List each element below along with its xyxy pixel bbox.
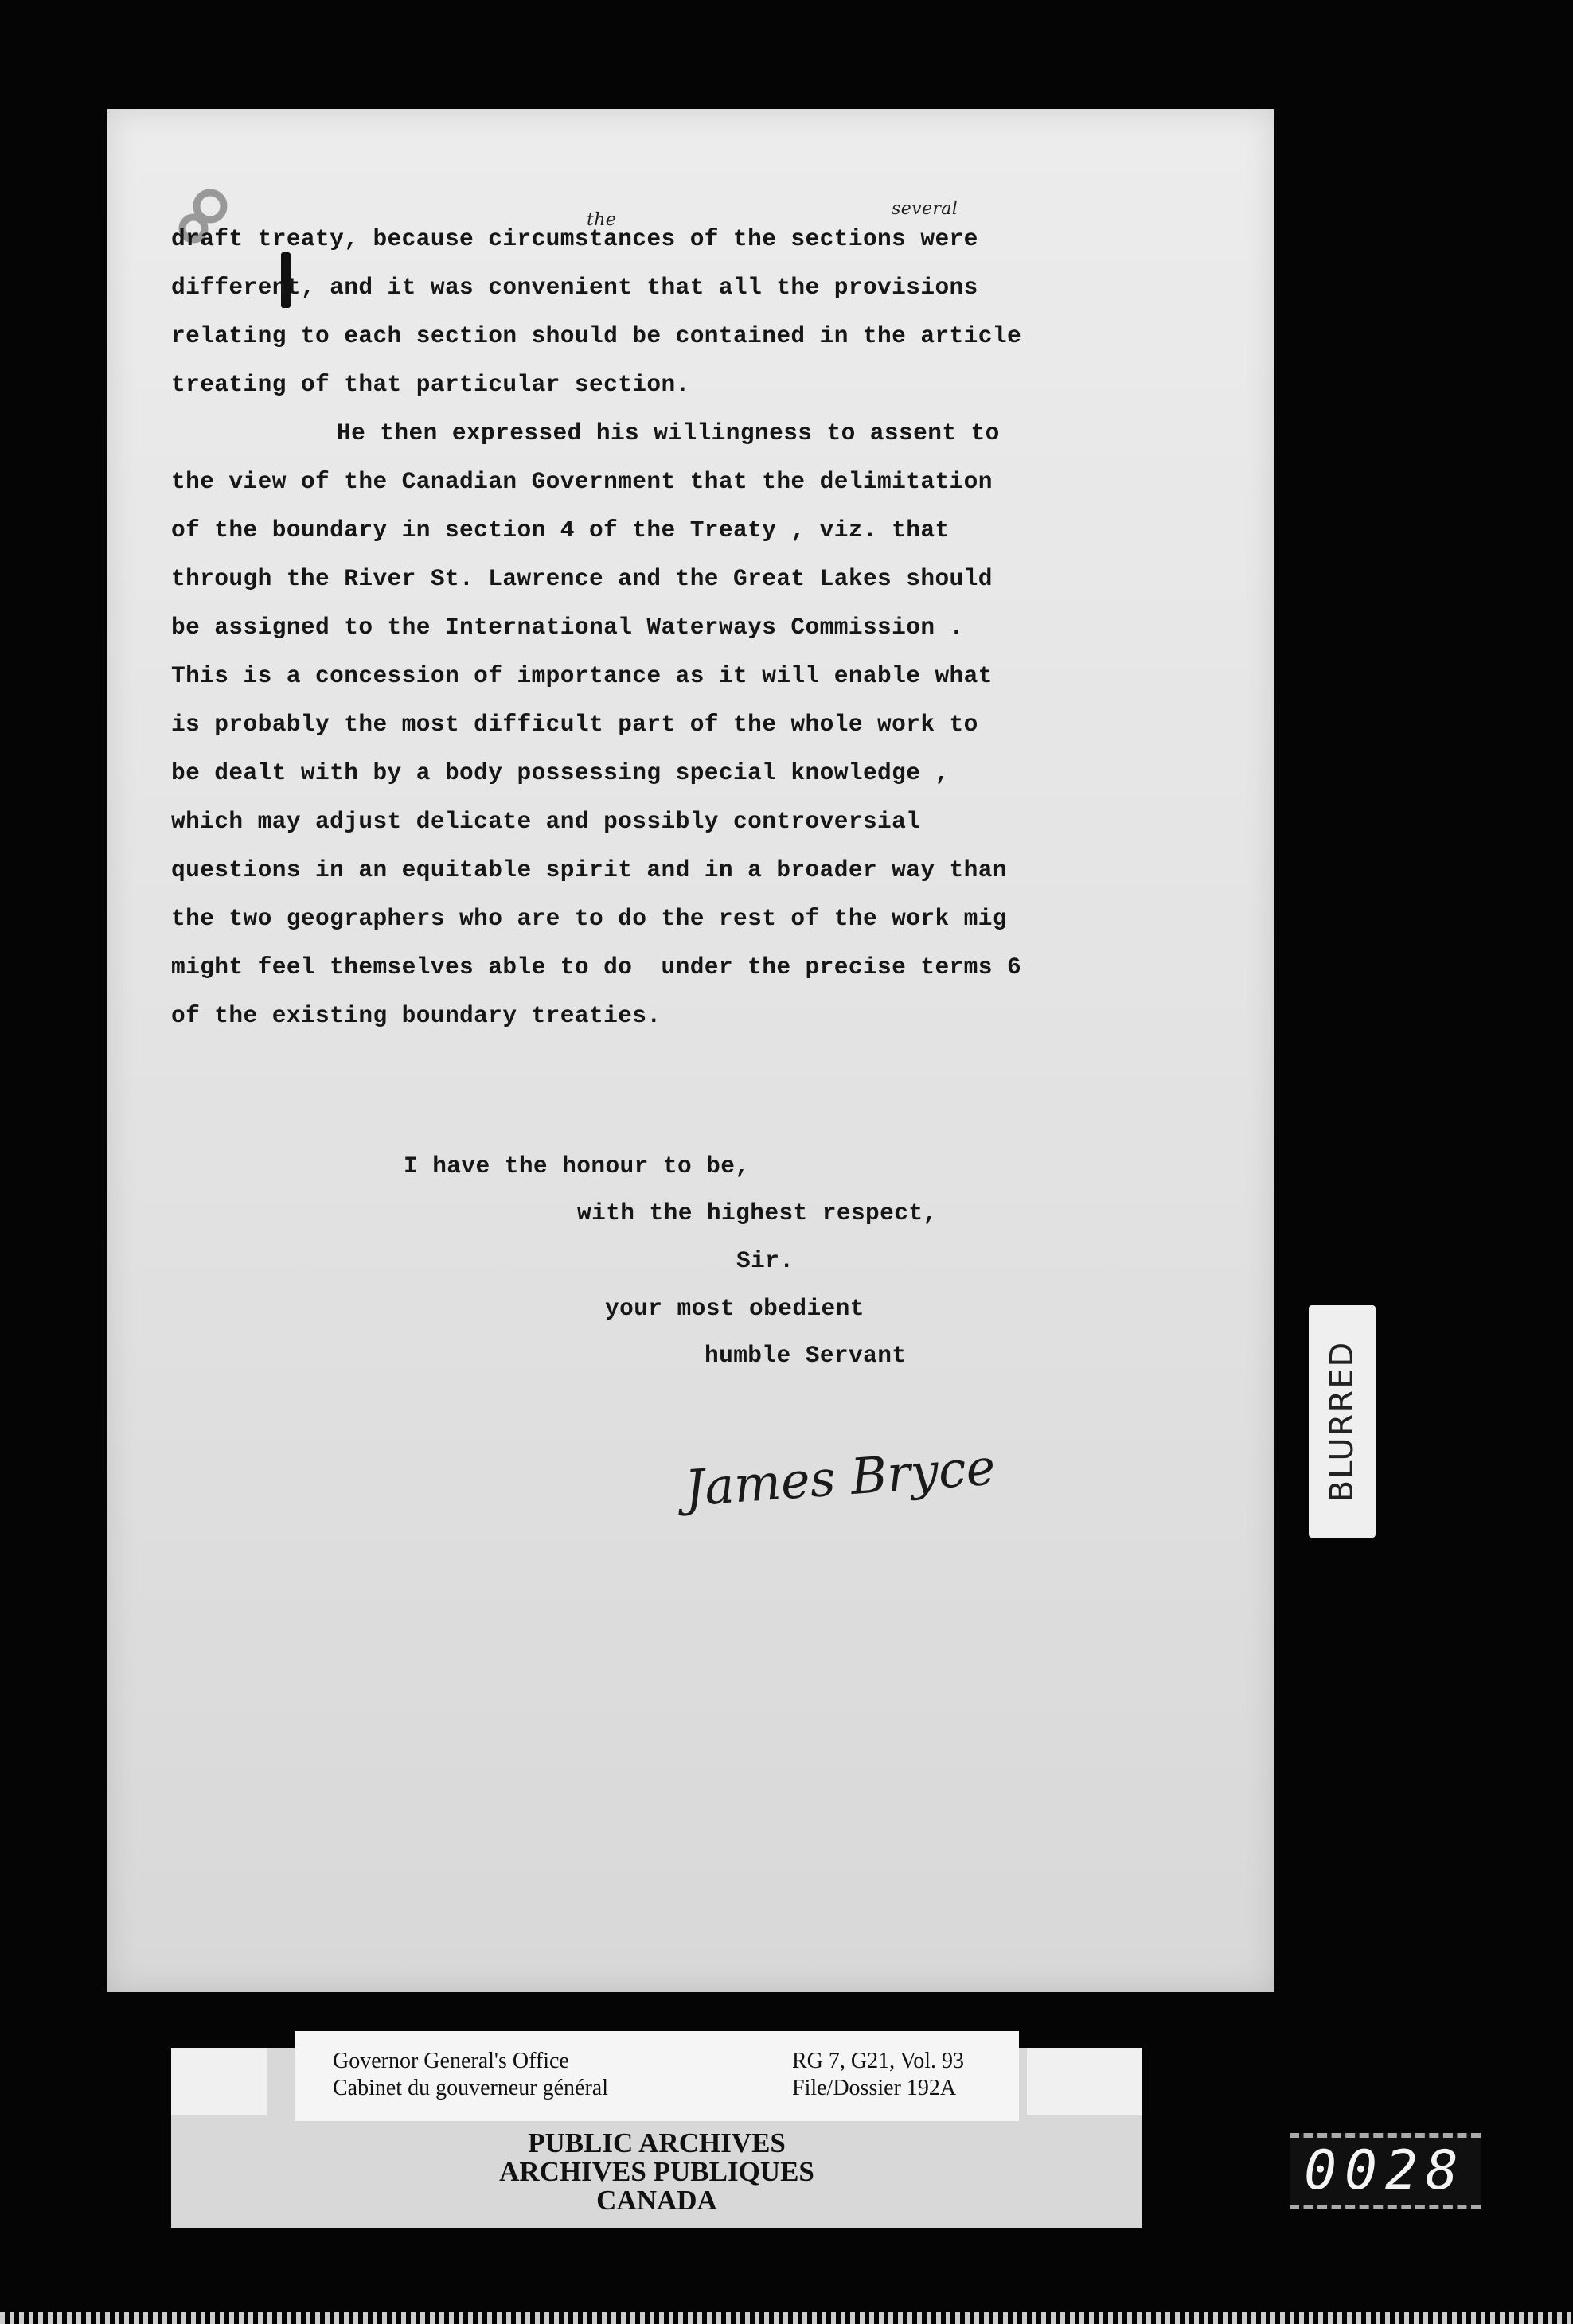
office-french: Cabinet du gouverneur général [333,2076,608,2100]
frame-number: 0028 [1290,2133,1481,2209]
blurred-tag-label: BLURRED [1324,1340,1360,1503]
letter-line-3: relating to each section should be contained in the article [171,322,1022,349]
signature: James Bryce [682,1437,997,1518]
archives-line-1: PUBLIC ARCHIVES [528,2127,786,2158]
letter-line-11: is probably the most difficult part of the whole work to [171,711,978,738]
archives-stamp [171,2129,1142,2215]
file-number: File/Dossier 192A [792,2076,957,2100]
record-group: RG 7, G21, Vol. 93 [792,2049,965,2073]
letter-line-8: through the River St. Lawrence and the Great Lakes should [171,565,993,592]
archive-label [295,2031,1019,2121]
letter-line-5: He then expressed his willingness to assent to [337,419,1000,446]
closing-line-5: humble Servant [705,1342,907,1369]
letter-body [171,199,1158,1369]
closing-line-1: I have the honour to be, [404,1152,750,1180]
handwritten-the: the [587,210,617,230]
office-english: Governor General's Office [333,2049,569,2073]
card-tab-left [171,2048,267,2115]
letter-line-9: be assigned to the International Waterways Commission . [171,614,964,641]
letter-line-10: This is a concession of importance as it will enable what [171,662,993,689]
letter-line-2: different, and it was convenient that all the provisions [171,274,978,301]
letter-line-15: the two geographers who are to do the rest of the work mig [171,905,1007,932]
blurred-tag [1309,1305,1376,1538]
film-strip-edge [0,2312,1573,2324]
letter-line-16: might feel themselves able to do under the precise terms 6 [171,953,1022,981]
archives-line-3: CANADA [596,2185,717,2216]
letter-line-17: of the existing boundary treaties. [171,1002,662,1029]
closing-line-2: with the highest respect, [577,1199,938,1226]
archives-line-2: ARCHIVES PUBLIQUES [499,2156,814,2187]
letter-line-7: of the boundary in section 4 of the Treaty , viz. that [171,517,950,544]
letter-line-4: treating of that particular section. [171,371,690,398]
letter-line-14: questions in an equitable spirit and in a broader way than [171,856,1007,883]
letter-line-12: be dealt with by a body possessing special knowledge , [171,759,950,786]
card-tab-right [1027,2048,1142,2115]
letter-line-6: the view of the Canadian Government that the delimitation [171,468,993,495]
closing-line-4: your most obedient [605,1295,865,1322]
letter-line-13: which may adjust delicate and possibly controversial [171,808,921,835]
closing-line-3: Sir. [736,1247,794,1274]
letter-line-1: draft treaty, because circumstances of the sections were [171,225,978,252]
handwritten-several: several [892,199,958,219]
